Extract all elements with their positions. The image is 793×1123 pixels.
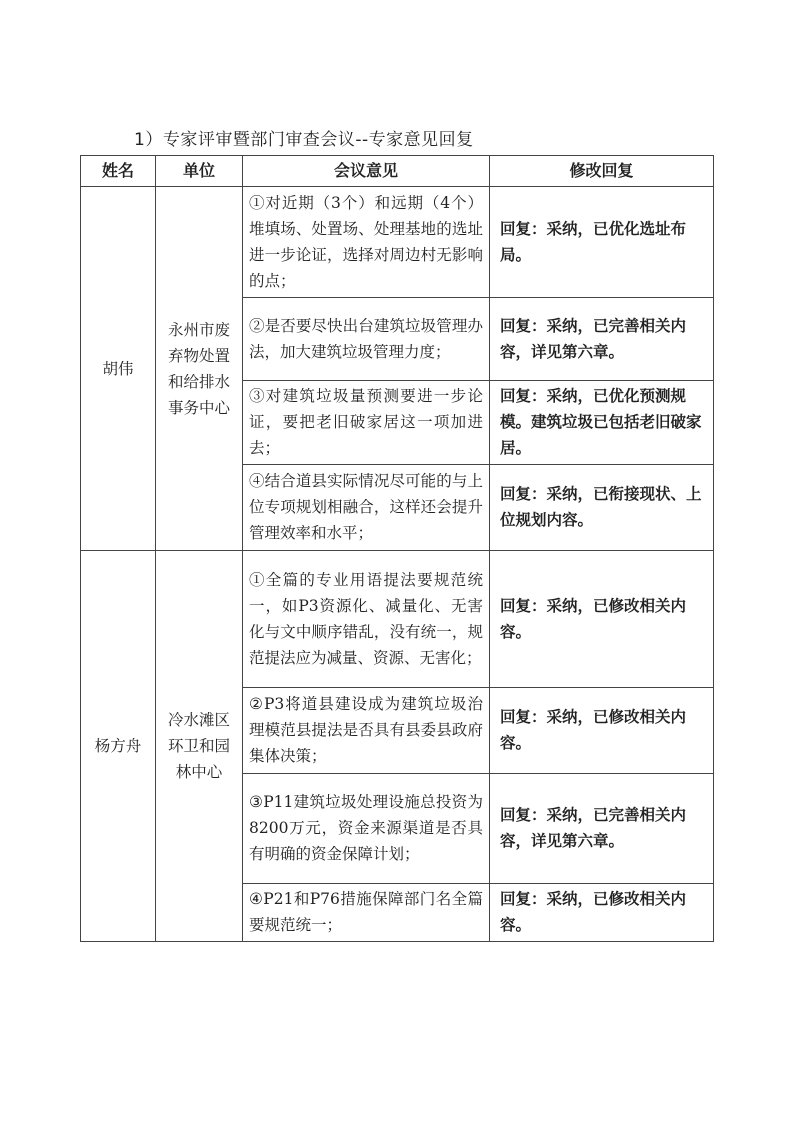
expert-unit: 永州市废弃物处置和给排水事务中心 (156, 187, 243, 551)
table-row (81, 551, 714, 688)
table-row (81, 187, 714, 298)
opinion-cell: ③对建筑垃圾量预测要进一步论证，要把老旧破家居这一项加进去； (243, 381, 490, 465)
header-unit: 单位 (156, 156, 243, 187)
reply-cell: 回复：采纳，已修改相关内容。 (490, 551, 714, 688)
opinion-cell: ②是否要尽快出台建筑垃圾管理办法，加大建筑垃圾管理力度； (243, 298, 490, 381)
expert-opinion-table (80, 155, 714, 942)
opinion-cell: ①对近期（3个）和远期（4个）堆填场、处置场、处理基地的选址进一步论证，选择对周边村无影响的点； (243, 187, 490, 298)
table-header-row (81, 156, 714, 187)
opinion-cell: ③P11建筑垃圾处理设施总投资为8200万元，资金来源渠道是否具有明确的资金保障计划； (243, 774, 490, 884)
reply-cell: 回复：采纳，已衔接现状、上位规划内容。 (490, 465, 714, 551)
section-heading: 1）专家评审暨部门审查会议--专家意见回复 (134, 130, 474, 150)
reply-cell: 回复：采纳，已优化选址布局。 (490, 187, 714, 298)
expert-name: 杨方舟 (81, 551, 156, 942)
header-name: 姓名 (81, 156, 156, 187)
opinion-cell: ④结合道县实际情况尽可能的与上位专项规划相融合，这样还会提升管理效率和水平； (243, 465, 490, 551)
expert-name: 胡伟 (81, 187, 156, 551)
expert-unit: 冷水滩区环卫和园林中心 (156, 551, 243, 942)
reply-cell: 回复：采纳，已修改相关内容。 (490, 688, 714, 774)
opinion-cell: ②P3将道县建设成为建筑垃圾治理模范县提法是否具有县委县政府集体决策； (243, 688, 490, 774)
header-opinion: 会议意见 (243, 156, 490, 187)
opinion-cell: ①全篇的专业用语提法要规范统一，如P3资源化、减量化、无害化与文中顺序错乱，没有统一，规范提法应为减量、资源、无害化； (243, 551, 490, 688)
reply-cell: 回复：采纳，已修改相关内容。 (490, 884, 714, 942)
opinion-cell: ④P21和P76措施保障部门名全篇要规范统一； (243, 884, 490, 942)
reply-cell: 回复：采纳，已优化预测规模。建筑垃圾已包括老旧破家居。 (490, 381, 714, 465)
reply-cell: 回复：采纳，已完善相关内容，详见第六章。 (490, 774, 714, 884)
reply-cell: 回复：采纳，已完善相关内容，详见第六章。 (490, 298, 714, 381)
header-reply: 修改回复 (490, 156, 714, 187)
